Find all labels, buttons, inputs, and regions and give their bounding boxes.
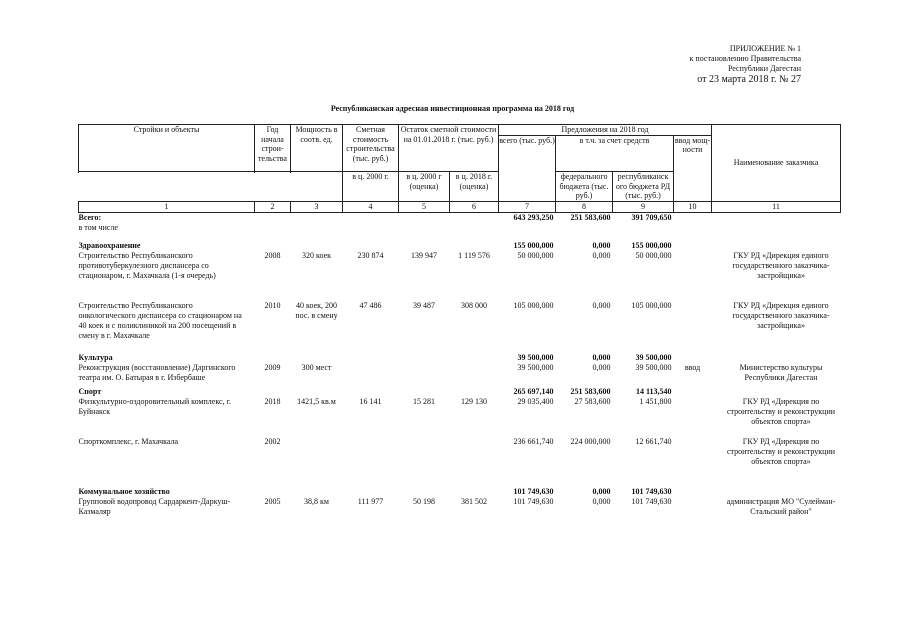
row-cost: 16 141 (359, 396, 382, 406)
table-row-item (79, 363, 841, 383)
row-cost: 230 874 (357, 250, 384, 260)
row-republic: 12 661,740 (635, 436, 672, 446)
col-number: 5 (399, 201, 450, 212)
row-federal: 0,000 (592, 240, 611, 250)
row-cost: 47 486 (359, 300, 382, 310)
row-total: 39 500,000 (517, 362, 554, 372)
table-row-section (79, 353, 841, 363)
table-row-section (79, 487, 841, 497)
row-year: 2005 (264, 496, 281, 506)
row-name: Физкультурно-оздоровительный комплекс, г. Буйнакск (78, 396, 231, 416)
section-name: Спорт (78, 386, 102, 396)
row-capacity: 300 мест (301, 362, 332, 372)
row-federal: 251 583,600 (570, 212, 611, 222)
table-row-section (79, 387, 841, 397)
row-name: Строительство Республиканского онкологического диспансера со стационаром на 40 коек и с поликлиникой на 200 посещений в смену в г. Махачкале (78, 300, 242, 340)
row-customer: ГКУ РД «Дирекция единого государственного заказчика-застройщика» (732, 250, 830, 280)
row-remaining-2018: 129 130 (461, 396, 487, 406)
row-year: 2010 (264, 300, 281, 310)
row-name: Спорткомплекс, г. Махачкала (78, 436, 179, 446)
col-number: 10 (674, 201, 712, 212)
col-number: 3 (291, 201, 343, 212)
row-total: 236 661,740 (513, 436, 554, 446)
row-year: 2008 (264, 250, 281, 260)
row-total: 155 000,000 (513, 240, 554, 250)
table-row-section (79, 241, 841, 251)
row-commissioning (674, 301, 712, 341)
col-commissioning-header: ввод мощ-ности (674, 135, 712, 201)
row-remaining-2000: 139 947 (411, 250, 437, 260)
col-cost-base-header: в ц. 2000 г. (343, 172, 399, 202)
row-total: 101 749,630 (513, 496, 554, 506)
col-number: 4 (343, 201, 399, 212)
col-sources-header: в т.ч. за счет средств (556, 135, 674, 172)
investment-program-table (78, 124, 841, 517)
col-number: 9 (613, 201, 674, 212)
row-name: Групповой водопровод Сардаркент-Даркуш-Казмаляр (78, 496, 231, 516)
section-name: Коммунальное хозяйство (78, 486, 170, 496)
row-total: 101 749,630 (513, 486, 554, 496)
row-total: 265 697,140 (513, 386, 554, 396)
table-row-note (79, 223, 841, 233)
table-header (79, 125, 841, 213)
row-capacity: 320 коек (301, 250, 331, 260)
table-row-item (79, 437, 841, 467)
col-remaining-header: Остаток сметной стоимости на 01.01.2018 г. (тыс. руб.) (399, 125, 499, 172)
col-republic-header: республиканск ого бюджета РД (тыс. руб.) (613, 172, 674, 202)
col-remaining-2018-header: в ц. 2018 г. (оценка) (450, 172, 499, 202)
row-customer: администрация МО "Сулейман-Стальский район" (726, 496, 836, 516)
table-row-item (79, 397, 841, 427)
row-federal: 0,000 (592, 250, 611, 260)
row-republic: 1 451,800 (639, 396, 672, 406)
row-name: Строительство Республиканского противотуберкулезного диспансера со стационаром, г. Махачкала (1-я очередь) (78, 250, 216, 280)
table-row-item (79, 251, 841, 281)
row-cost (343, 363, 399, 383)
row-year: 2002 (264, 436, 281, 446)
row-remaining-2018: 1 119 576 (458, 250, 490, 260)
table-row-item (79, 301, 841, 341)
row-republic: 391 709,650 (631, 212, 672, 222)
row-capacity: 38,8 км (304, 496, 329, 506)
row-commissioning: ввод (684, 362, 701, 372)
appendix-date: от 23 марта 2018 г. № 27 (697, 74, 801, 85)
row-federal: 0,000 (592, 362, 611, 372)
row-year: 2018 (264, 396, 281, 406)
col-objects-header: Стройки и объекты (79, 125, 255, 172)
col-number: 2 (255, 201, 291, 212)
row-customer: ГКУ РД «Дирекция по строительству и реконструкции объектов спорта» (726, 396, 836, 426)
document-header (690, 44, 801, 86)
row-cost (343, 437, 399, 467)
row-remaining-2018: 308 000 (461, 300, 487, 310)
row-federal: 0,000 (592, 496, 611, 506)
table-row-item (79, 497, 841, 517)
row-federal: 0,000 (592, 352, 611, 362)
row-year: 2009 (264, 362, 281, 372)
col-number: 11 (712, 201, 841, 212)
row-capacity: 1421,5 кв.м (297, 396, 336, 406)
document-title: Республиканская адресная инвестиционная программа на 2018 год (330, 104, 575, 113)
row-republic: 101 749,630 (631, 496, 672, 506)
row-remaining-2000: 15 281 (413, 396, 435, 406)
appendix-label: ПРИЛОЖЕНИЕ № 1 (729, 44, 801, 53)
appendix-republic: Республики Дагестан (727, 64, 801, 73)
row-total: 643 293,250 (513, 212, 554, 222)
col-proposals-header: Предложения на 2018 год (499, 125, 712, 136)
row-commissioning (674, 497, 712, 517)
row-total: 105 000,000 (513, 300, 554, 310)
row-total: 39 500,000 (517, 352, 554, 362)
row-republic: 39 500,000 (635, 352, 672, 362)
row-capacity (291, 437, 343, 467)
row-name: в том числе (78, 222, 118, 232)
row-name: Всего: (78, 212, 102, 222)
col-number: 6 (450, 201, 499, 212)
col-total-header: всего (тыс. руб.) (499, 135, 556, 201)
row-remaining-2018 (450, 437, 499, 467)
col-remaining-2000-header: в ц. 2000 г (оценка) (399, 172, 450, 202)
col-capacity-header: Мощность в соотв. ед. (291, 125, 343, 172)
row-commissioning (674, 397, 712, 427)
row-customer: ГКУ РД «Дирекция единого государственного заказчика-застройщика» (732, 300, 830, 330)
row-remaining-2000 (399, 437, 450, 467)
col-customer-header: Наименование заказчика (712, 125, 841, 202)
row-remaining-2018: 381 502 (461, 496, 487, 506)
col-number: 7 (499, 201, 556, 212)
appendix-reference: к постановлению Правительства (689, 54, 801, 63)
col-federal-header: федерального бюджета (тыс. руб.) (556, 172, 613, 202)
row-remaining-2000: 50 198 (413, 496, 435, 506)
row-republic: 105 000,000 (631, 300, 672, 310)
row-federal: 0,000 (592, 300, 611, 310)
col-number: 8 (556, 201, 613, 212)
table-row-total (79, 212, 841, 223)
col-cost-header: Сметная стоимость строительства (тыс. руб.) (343, 125, 399, 172)
table-body (79, 212, 841, 517)
row-federal: 0,000 (592, 486, 611, 496)
row-cost: 111 977 (357, 496, 384, 506)
row-republic: 101 749,630 (631, 486, 672, 496)
row-total: 50 000,000 (517, 250, 554, 260)
row-capacity: 40 коек, 200 пос. в смену (295, 300, 338, 320)
section-name: Культура (78, 352, 113, 362)
row-commissioning (674, 437, 712, 467)
row-federal: 224 000,000 (570, 436, 611, 446)
row-customer: Министерство культуры Республики Дагестан (739, 362, 823, 382)
row-remaining-2000 (399, 363, 450, 383)
section-name: Здравоохранение (78, 240, 141, 250)
row-total: 29 035,400 (517, 396, 554, 406)
row-republic: 14 113,540 (635, 386, 672, 396)
row-remaining-2000: 39 487 (413, 300, 435, 310)
row-remaining-2018 (450, 363, 499, 383)
row-commissioning (674, 251, 712, 281)
row-customer: ГКУ РД «Дирекция по строительству и реконструкции объектов спорта» (726, 436, 836, 466)
row-republic: 39 500,000 (635, 362, 672, 372)
row-republic: 50 000,000 (635, 250, 672, 260)
row-republic: 155 000,000 (631, 240, 672, 250)
row-federal: 251 583,600 (570, 386, 611, 396)
col-number: 1 (79, 201, 255, 212)
col-year-header: Год начала строи-тельства (255, 125, 291, 172)
row-name: Реконструкция (восстановление) Даргинского театра им. О. Батырая в г. Избербаше (78, 362, 236, 382)
row-federal: 27 583,600 (574, 396, 611, 406)
